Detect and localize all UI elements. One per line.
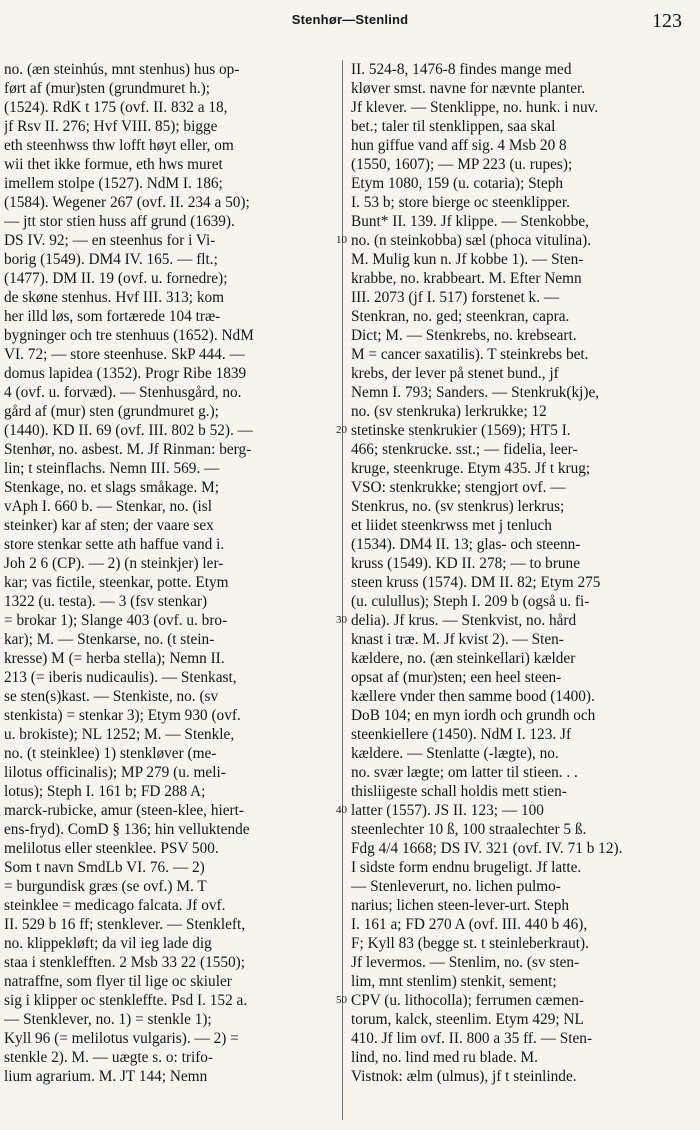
text-line: kældere, no. (æn steinkellari) kælder — [351, 650, 576, 667]
text-line: imellem stolpe (1527). NdM I. 186; — [4, 175, 223, 192]
text-line: stenkista) = stenkar 3); Etym 930 (ovf. — [4, 707, 241, 724]
text-line: DS IV. 92; — en steenhus for i Vi- — [4, 232, 216, 249]
text-line: Som t navn SmdLb VI. 76. — 2) — [4, 859, 205, 876]
text-line: CPV (u. lithocolla); ferrumen cæmen- — [351, 992, 584, 1009]
column-divider — [342, 60, 343, 1120]
text-line: 466; stenkrucke. sst.; — fidelia, leer- — [351, 441, 578, 458]
text-line: krebs, der lever på stenet bund., jf — [351, 365, 559, 382]
text-line: III. 2073 (jf I. 517) forstenet k. — — [351, 289, 560, 306]
text-line: staa i stenklefften. 2 Msb 33 22 (1550); — [4, 954, 246, 971]
text-line: Dict; M. — Stenkrebs, no. krebseart. — [351, 327, 577, 344]
text-line: no. (t steinklee) 1) stenkløver (me- — [4, 745, 217, 762]
text-line: marck-rubicke, amur (steen-klee, hiert- — [4, 802, 244, 819]
text-line: sig i klipper oc stenkleffte. Psd I. 152 a. — [4, 992, 248, 1009]
text-line: no. (sv stenkruka) lerkrukke; 12 — [351, 403, 547, 420]
text-line: = burgundisk græs (se ovf.) M. T — [4, 878, 207, 895]
text-line: Fdg 4/4 1668; DS IV. 321 (ovf. IV. 71 b 12). — [351, 840, 623, 857]
text-line: gård af (mur) sten (grundmuret g.); — [4, 403, 219, 420]
text-line: 4 (ovf. u. forvæd). — Stenhusgård, no. — [4, 384, 242, 401]
text-line: 410. Jf lim ovf. II. 800 a 35 ff. — Sten- — [351, 1030, 593, 1047]
text-line: her illd løs, som fortærede 104 træ- — [4, 308, 221, 325]
text-line: I sidste form endnu brugeligt. Jf latte. — [351, 859, 582, 876]
text-line: Etym 1080, 159 (u. cotaria); Steph — [351, 175, 563, 192]
text-line: stenkle 2). M. — uægte s. o: trifo- — [4, 1049, 214, 1066]
text-line: (1550, 1607); — MP 223 (u. rupes); — [351, 156, 573, 173]
text-line: I. 161 a; FD 270 A (ovf. III. 440 b 46), — [351, 916, 588, 933]
text-line: VSO: stenkrukke; stengjort ovf. — — [351, 479, 566, 496]
text-line: bygninger och tre stenhuus (1652). NdM — [4, 327, 254, 344]
text-line: no. svær lægte; om latter til stieen. . . — [351, 764, 578, 781]
text-line: Stenhør, no. asbest. M. Jf Rinman: berg- — [4, 441, 252, 458]
text-line: 1322 (u. testa). — 3 (fsv stenkar) — [4, 593, 208, 610]
text-line: lind, no. lind med ru blade. M. — [351, 1049, 538, 1066]
text-line: stetinske stenkrukier (1569); HT5 I. — [351, 422, 571, 439]
text-line: kruss (1549). KD II. 278; — to brune — [351, 555, 580, 572]
text-line: M. Mulig kun n. Jf kobbe 1). — Sten- — [351, 251, 584, 268]
text-line: lilotus officinalis); MP 279 (u. meli- — [4, 764, 226, 781]
text-line: Nemn I. 793; Sanders. — Stenkruk(kj)e, — [351, 384, 600, 401]
text-line: II. 524-8, 1476-8 findes mange med — [351, 61, 572, 78]
text-line: no. (n steinkobba) sæl (phoca vitulina). — [351, 232, 592, 249]
text-line: lim, mnt stenlim) stenkit, sement; — [351, 973, 557, 990]
text-line: (1440). KD II. 69 (ovf. III. 802 b 52). — — [4, 422, 253, 439]
text-line: — jtt stor stien huss aff grund (1639). — [4, 213, 235, 230]
text-line: Joh 2 6 (CP). — 2) (n steinkjer) ler- — [4, 555, 224, 572]
line-number: 40 — [336, 804, 347, 816]
text-line: u. brokiste); NL 1252; M. — Stenkle, — [4, 726, 235, 743]
text-line: = brokar 1); Slange 403 (ovf. u. bro- — [4, 612, 228, 629]
text-line: — Stenklever, no. 1) = stenkle 1); — [4, 1011, 212, 1028]
right-column — [351, 60, 691, 1120]
text-line: steinklee = medicago falcata. Jf ovf. — [4, 897, 226, 914]
text-line: Stenkrus, no. (sv stenkrus) lerkrus; — [351, 498, 565, 515]
text-line: lium agrarium. M. JT 144; Nemn — [4, 1068, 208, 1085]
text-line: de skøne stenhus. Hvf III. 313; kom — [4, 289, 225, 306]
text-line: Jf klever. — Stenklippe, no. hunk. i nuv. — [351, 99, 599, 116]
text-line: melilotus eller steenklee. PSV 500. — [4, 840, 219, 857]
text-line: II. 529 b 16 ff; stenklever. — Stenkleft, — [4, 916, 246, 933]
text-line: krabbe, no. krabbeart. M. Efter Nemn — [351, 270, 582, 287]
text-line: eth steenhwss thw lofft høyt eller, om — [4, 137, 234, 154]
text-line: (u. culullus); Steph I. 209 b (også u. fi- — [351, 593, 590, 610]
line-number: 10 — [336, 234, 347, 246]
text-line: steen kruss (1574). DM II. 82; Etym 275 — [351, 574, 601, 591]
page-header — [0, 10, 700, 34]
line-number: 20 — [336, 424, 347, 436]
text-line: torum, kalck, steenlim. Etym 429; NL — [351, 1011, 584, 1028]
text-line: wii thet ikke formue, eth hws muret — [4, 156, 223, 173]
text-line: M = cancer saxatilis). T steinkrebs bet. — [351, 346, 589, 363]
page-number: 123 — [652, 10, 682, 32]
line-number: 50 — [336, 994, 347, 1006]
text-line: (1534). DM4 II. 13; glas- och steenn- — [351, 536, 581, 553]
text-line: Vistnok: ælm (ulmus), jf t steinlinde. — [351, 1068, 577, 1085]
text-line: Kyll 96 (= melilotus vulgaris). — 2) = — [4, 1030, 239, 1047]
text-line: kresse) M (= herba stella); Nemn II. — [4, 650, 225, 667]
text-line: bet.; taler til stenklippen, saa skal — [351, 118, 556, 135]
text-line: kar); M. — Stenkarse, no. (t stein- — [4, 631, 215, 648]
text-line: Stenkran, no. ged; steenkran, capra. — [351, 308, 570, 325]
text-line: — Stenleverurt, no. lichen pulmo- — [351, 878, 561, 895]
text-line: lotus); Steph I. 161 b; FD 288 A; — [4, 783, 206, 800]
text-line: kællere vnder then samme bood (1400). — [351, 688, 595, 705]
text-line: Stenkage, no. et slags småkage. M; — [4, 479, 219, 496]
text-line: thisliigeste schall holdis mett stien- — [351, 783, 567, 800]
text-line: Bunt* II. 139. Jf klippe. — Stenkobbe, — [351, 213, 589, 230]
text-line: kar; vas fictile, steenkar, potte. Etym — [4, 574, 229, 591]
text-line: hun giffue vand aff sig. 4 Msb 20 8 — [351, 137, 567, 154]
text-line: latter (1557). JS II. 123; — 100 — [351, 802, 544, 819]
text-line: borig (1549). DM4 IV. 165. — flt.; — [4, 251, 218, 268]
text-line: (1524). RdK t 175 (ovf. II. 832 a 18, — [4, 99, 228, 116]
text-line: opsat af (mur)sten; een heel steen- — [351, 669, 562, 686]
text-line: et liidet steenkrwss met j tenluch — [351, 517, 552, 534]
running-head: Stenhør—Stenlind — [291, 12, 409, 27]
text-line: delia). Jf krus. — Stenkvist, no. hård — [351, 612, 577, 629]
text-line: domus lapidea (1352). Progr Ribe 1839 — [4, 365, 247, 382]
text-line: I. 53 b; store bierge oc steenklipper. — [351, 194, 570, 211]
text-line: ens-fryd). ComD § 136; hin velluktende — [4, 821, 250, 838]
text-line: steenlechter 10 ß, 100 straalechter 5 ß. — [351, 821, 587, 838]
text-line: lin; t steinflachs. Nemn III. 569. — — [4, 460, 220, 477]
text-line: no. (æn steinhús, mnt stenhus) hus op- — [4, 61, 240, 78]
left-column — [4, 60, 336, 1120]
text-line: natraffne, som flyer til lige oc skiuler — [4, 973, 232, 990]
text-line: ført af (mur)sten (grundmuret h.); — [4, 80, 211, 97]
text-line: DoB 104; en myn iordh och grundh och — [351, 707, 596, 724]
line-number: 30 — [336, 614, 347, 626]
text-line: steenkiellere (1450). NdM I. 123. Jf — [351, 726, 572, 743]
text-line: no. klippekløft; da vil ieg lade dig — [4, 935, 212, 952]
text-line: steinker) kar af sten; der vaare sex — [4, 517, 214, 534]
text-line: (1584). Wegener 267 (ovf. II. 234 a 50); — [4, 194, 250, 211]
text-line: vAph I. 660 b. — Stenkar, no. (isl — [4, 498, 213, 515]
text-line: se sten(s)kast. — Stenkiste, no. (sv — [4, 688, 219, 705]
text-line: kruge, steenkruge. Etym 435. Jf t krug; — [351, 460, 591, 477]
text-line: kældere. — Stenlatte (-lægte), no. — [351, 745, 559, 762]
text-line: knast i træ. M. Jf kvist 2). — Sten- — [351, 631, 564, 648]
text-line: F; Kyll 83 (begge st. t steinleberkraut). — [351, 935, 589, 952]
text-line: VI. 72; — store steenhuse. SkP 444. — — [4, 346, 245, 363]
text-line: store stenkar sette ath haffue vand i. — [4, 536, 225, 553]
text-line: (1477). DM II. 19 (ovf. u. fornedre); — [4, 270, 228, 287]
text-line: 213 (= iberis nudicaulis). — Stenkast, — [4, 669, 237, 686]
text-line: kløver smst. navne for nævnte planter. — [351, 80, 586, 97]
text-line: Jf levermos. — Stenlim, no. (sv sten- — [351, 954, 580, 971]
text-line: narius; lichen steen-lever-urt. Steph — [351, 897, 570, 914]
text-line: jf Rsv II. 276; Hvf VIII. 85); bigge — [4, 118, 218, 135]
